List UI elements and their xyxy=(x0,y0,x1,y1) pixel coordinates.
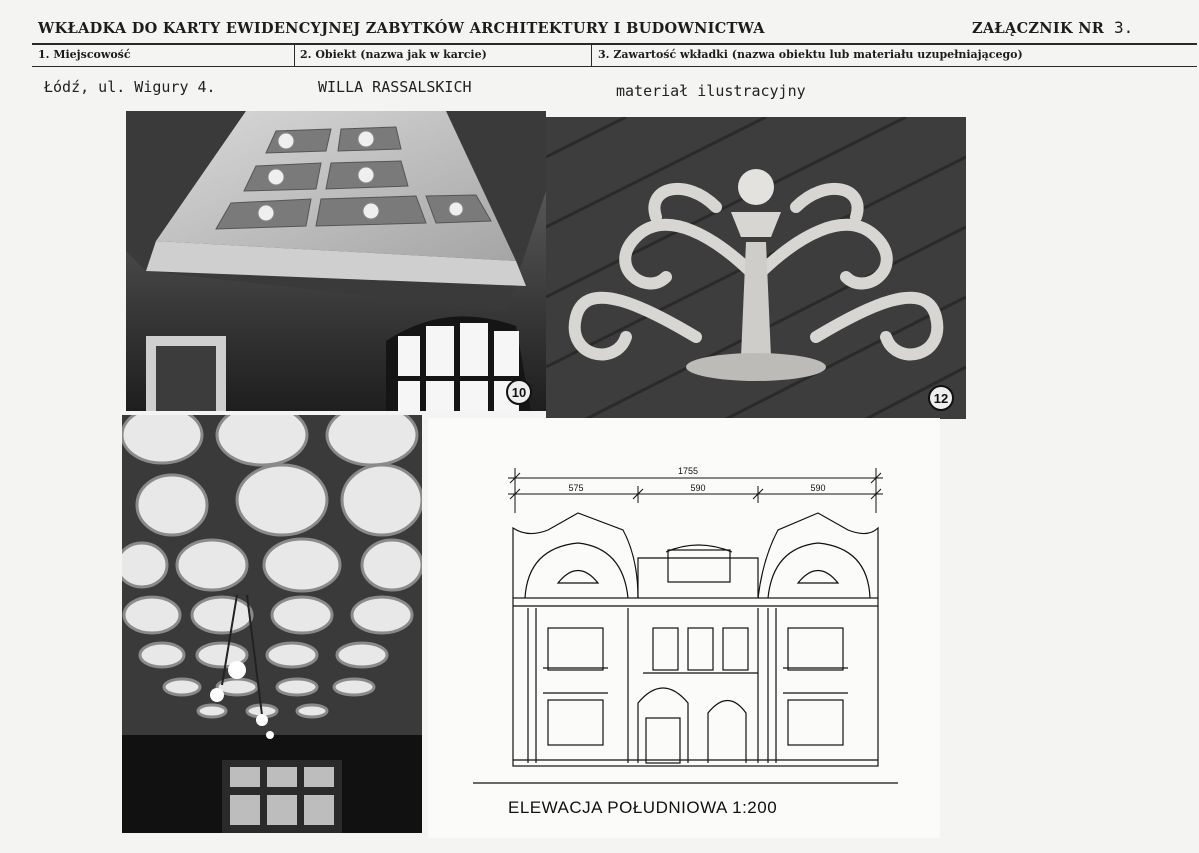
locality-field-label: 1. Miejscowość xyxy=(38,48,131,61)
facade-outline xyxy=(473,513,898,783)
south-elevation-drawing xyxy=(428,418,940,838)
circular-ceiling-image xyxy=(122,415,422,833)
attachment-label: ZAŁĄCZNIK NR xyxy=(972,20,1105,37)
form-title: WKŁADKA DO KARTY EWIDENCYJNEJ ZABYTKÓW ARCHITEKTURY I BUDOWNICTWA xyxy=(38,20,765,37)
dimension-right: 590 xyxy=(810,483,826,493)
field-divider-2 xyxy=(591,43,592,67)
photo-number-badge: 12 xyxy=(928,385,954,411)
coffered-ceiling-image xyxy=(126,111,546,411)
photo-circular-ceiling xyxy=(122,415,422,833)
carved-ornament-image xyxy=(546,117,966,419)
elevation-svg xyxy=(428,418,940,798)
photo-carved-ornament xyxy=(546,117,966,419)
field-divider-1 xyxy=(294,43,295,67)
content-field-label: 3. Zawartość wkładki (nazwa obiektu lub materiału uzupełniającego) xyxy=(598,48,1023,61)
photo-coffered-ceiling xyxy=(126,111,546,411)
object-value: WILLA RASSALSKICH xyxy=(318,78,472,96)
header-rule-bottom xyxy=(32,66,1197,67)
content-value: materiał ilustracyjny xyxy=(616,82,806,100)
photo-number-badge: 10 xyxy=(506,379,532,405)
dimension-total: 1755 xyxy=(677,466,699,476)
attachment-number: 3. xyxy=(1114,18,1134,37)
header-rule-top xyxy=(32,43,1197,45)
dimension-middle: 590 xyxy=(690,483,706,493)
object-field-label: 2. Obiekt (nazwa jak w karcie) xyxy=(300,48,487,61)
locality-value: Łódź, ul. Wigury 4. xyxy=(44,78,216,96)
dimension-left: 575 xyxy=(568,483,584,493)
elevation-caption: ELEWACJA POŁUDNIOWA 1:200 xyxy=(508,798,778,817)
